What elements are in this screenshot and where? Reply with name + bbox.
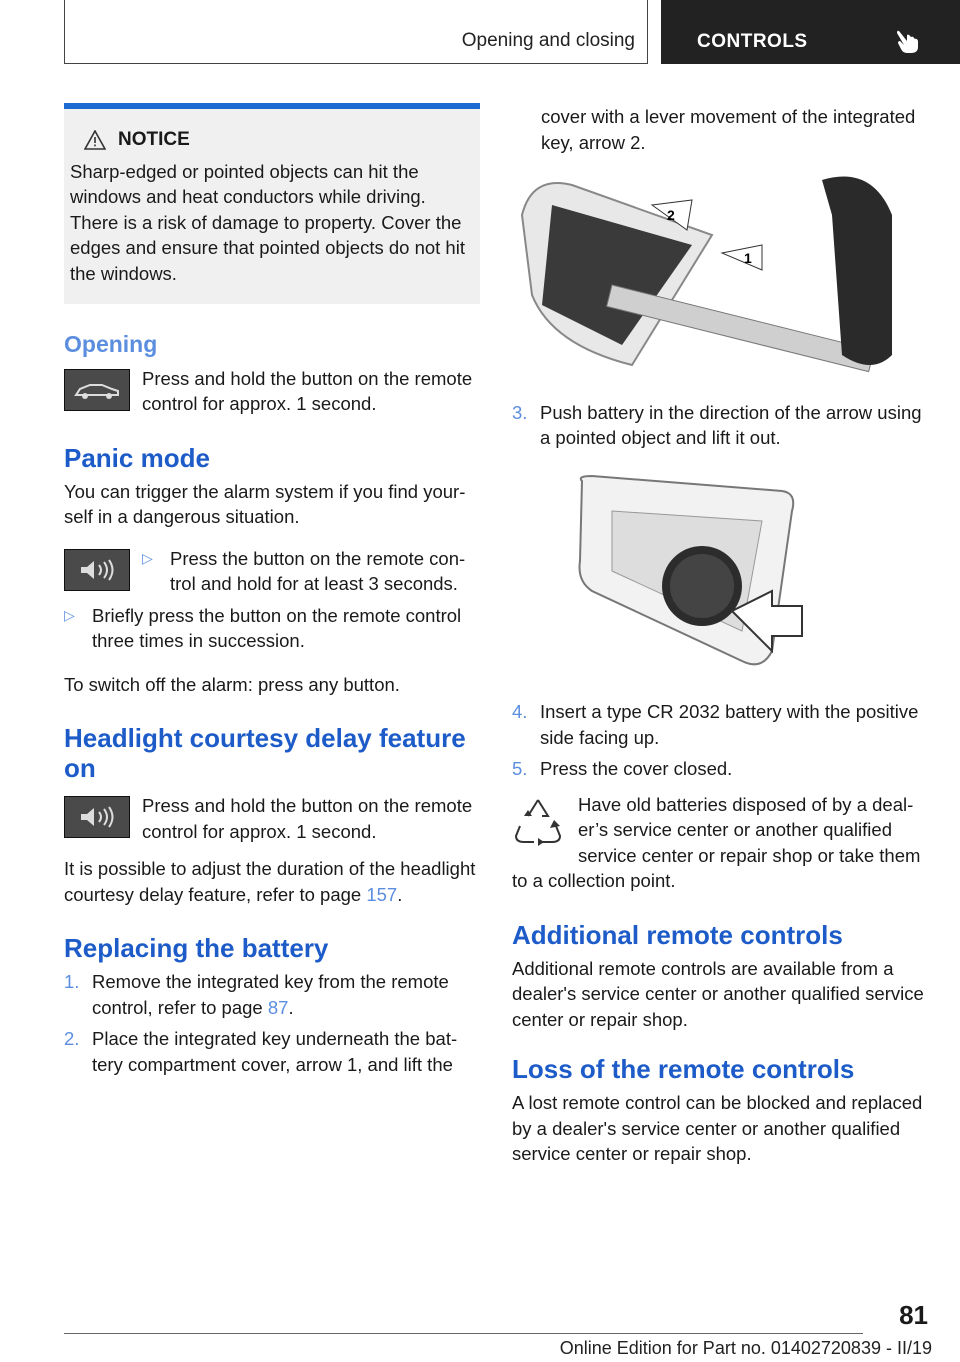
notice-body: Sharp-edged or pointed objects can hit the windows and heat conductors while driving. There is a risk of damage to property. Cover the edges and ensure that pointed objects do not hit the windows. <box>70 160 465 284</box>
arrow-label-1: 1 <box>744 250 752 266</box>
step-number: 2. <box>64 1028 80 1049</box>
step-number: 4. <box>512 701 528 722</box>
right-column <box>512 104 928 1167</box>
header-chapter-title: CONTROLS <box>697 31 808 52</box>
arrow-label-2: 2 <box>667 207 675 223</box>
headlight-row <box>64 793 480 844</box>
page-number: 81 <box>899 1300 928 1330</box>
headlight-heading: Headlight courtesy delay feature on <box>64 723 466 783</box>
battery-step-2-text: Place the integrated key underneath the battery compartment cover, arrow 1, and lift the <box>92 1028 458 1075</box>
battery-step-4 <box>512 699 928 750</box>
step-1-end: . <box>288 996 294 1018</box>
disposal-note <box>512 792 928 894</box>
step-1-text: Remove the integrated key from the remote control, refer to page <box>92 971 449 1018</box>
panic-button-icon <box>64 549 130 591</box>
battery-step-5-text: Press the cover closed. <box>540 758 733 779</box>
battery-step-1 <box>64 969 480 1020</box>
step-number: 3. <box>512 401 528 423</box>
additional-text: Additional remote controls are available from a dealer's service center or another qualified service center or repair shop. <box>512 957 924 1030</box>
key-lever-figure <box>512 175 912 375</box>
battery-step-3 <box>512 400 928 451</box>
header-section-box <box>64 0 648 64</box>
loss-text: A lost remote control can be blocked and replaced by a dealer's service center or another qualified service center or repair shop. <box>512 1092 923 1164</box>
battery-step-2-continued: cover with a lever movement of the integrated key, arrow 2. <box>541 106 916 153</box>
panic-bullet-2-text: Briefly press the button on the remote control three times in succession. <box>92 604 462 651</box>
loss-heading: Loss of the remote controls <box>512 1054 855 1084</box>
headlight-text: Press and hold the button on the remote control for approx. 1 second. <box>142 795 473 842</box>
footer-divider <box>64 1333 863 1334</box>
battery-step-2 <box>64 1026 480 1077</box>
step-number: 5. <box>512 758 528 779</box>
step-number: 1. <box>64 971 80 992</box>
page-link-157[interactable]: 157 <box>366 883 398 905</box>
opening-row <box>64 366 480 417</box>
left-column <box>64 103 480 1083</box>
trunk-button-icon <box>64 369 130 411</box>
panic-off-text: To switch off the alarm: press any button. <box>64 673 400 695</box>
headlight-button-icon <box>64 796 130 838</box>
battery-step-4-text: Insert a type CR 2032 battery with the positive side facing up. <box>540 701 919 748</box>
battery-heading: Replacing the battery <box>64 933 329 963</box>
panic-intro: You can trigger the alarm system if you find yourself in a dangerous situation. <box>64 480 466 527</box>
headlight-adjust-text: It is possible to adjust the duration of the headlight courtesy delay feature, refer to page <box>64 858 476 905</box>
panic-bullet-2 <box>64 603 480 654</box>
warning-triangle-icon <box>84 130 106 150</box>
headlight-adjust <box>64 856 480 907</box>
opening-text: Press and hold the button on the remote control for approx. 1 second. <box>142 367 473 414</box>
page-header <box>64 0 960 64</box>
notice-title-row <box>84 127 470 153</box>
header-chapter-box <box>661 0 960 64</box>
recycling-icon <box>512 796 564 846</box>
disposal-text: Have old batteries disposed of by a dealer’s service center or another qualified service center or repair shop or take them to a collection point. <box>512 793 921 891</box>
battery-step-5 <box>512 756 928 782</box>
bullet-triangle-icon: ▷ <box>64 606 75 623</box>
panic-bullet-1 <box>142 546 480 597</box>
panic-heading: Panic mode <box>64 442 210 473</box>
edition-text: Online Edition for Part no. 01402720839 - II/19 <box>559 1338 932 1358</box>
battery-removal-figure <box>572 471 822 671</box>
battery-step-1-text <box>92 969 480 1020</box>
notice-title: NOTICE <box>118 129 190 150</box>
opening-heading: Opening <box>64 331 158 357</box>
battery-step-3-text: Push battery in the direction of the arrow using a pointed object and lift it out. <box>540 401 922 448</box>
panic-row <box>64 546 480 597</box>
bullet-triangle-icon: ▷ <box>142 549 153 566</box>
header-section-title: Opening and closing <box>461 30 635 51</box>
notice-box <box>64 103 480 304</box>
additional-heading: Additional remote controls <box>512 919 843 950</box>
panic-bullet-1-text: Press the button on the remote control and hold for at least 3 seconds. <box>170 547 466 594</box>
pointing-hand-icon <box>895 27 921 55</box>
page-link-87[interactable]: 87 <box>267 996 289 1018</box>
headlight-adjust-end: . <box>397 883 403 905</box>
